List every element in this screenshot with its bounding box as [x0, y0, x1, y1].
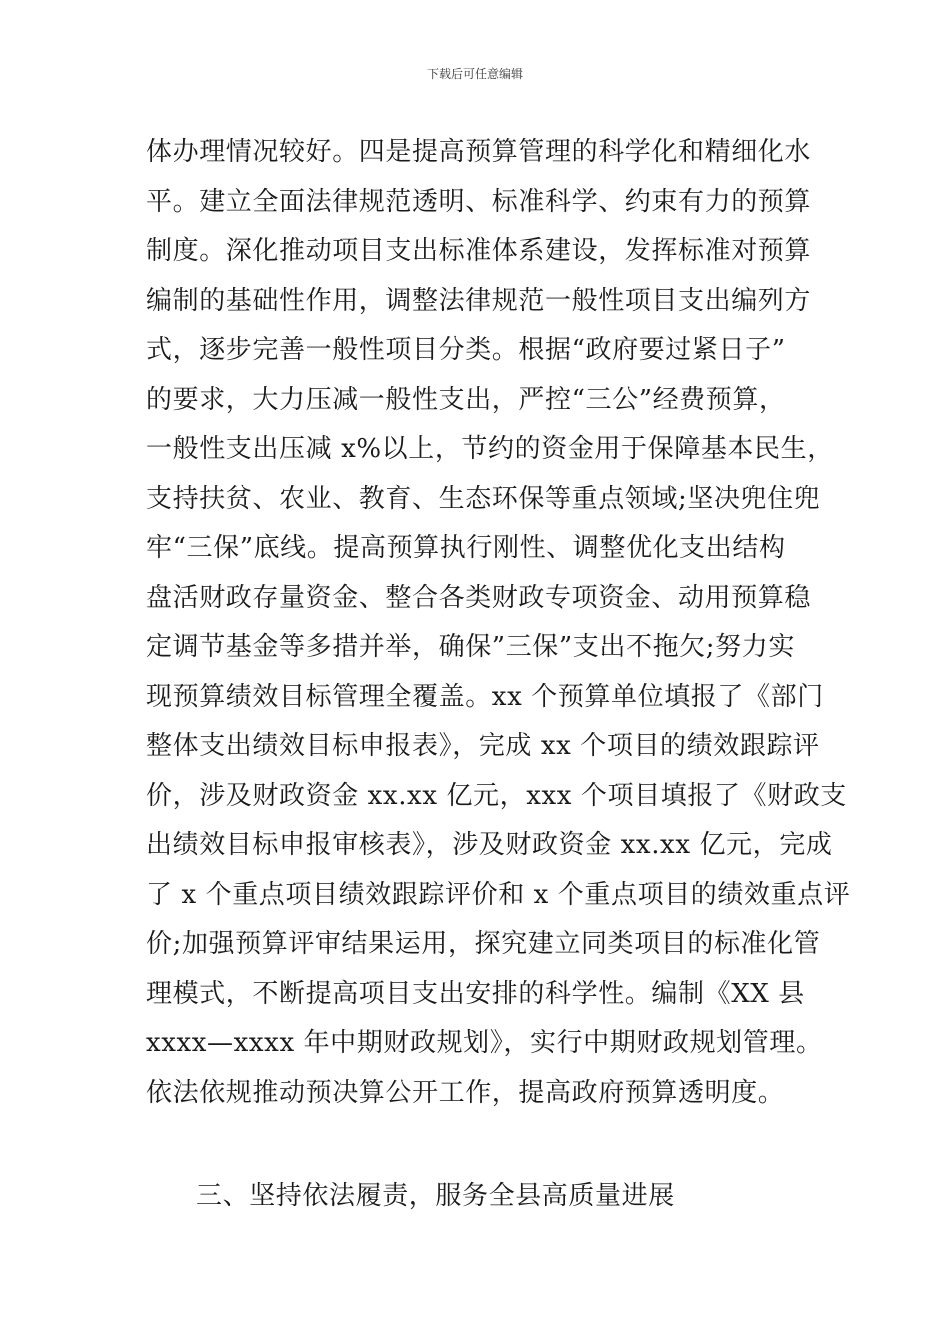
text-line: 盘活财政存量资金、整合各类财政专项资金、动用预算稳 — [146, 582, 812, 613]
text-line: 依法依规推动预决算公开工作，提高政府预算透明度。 — [146, 1077, 785, 1108]
text-line: 整体支出绩效目标申报表》，完成 xx 个项目的绩效跟踪评 — [146, 731, 820, 761]
text-line: 了 x 个重点项目绩效跟踪评价和 x 个重点项目的绩效重点评 — [146, 879, 851, 910]
text-line: 现预算绩效目标管理全覆盖。xx 个预算单位填报了《部门 — [146, 681, 824, 712]
text-line: 牢“三保”底线。提高预算执行刚性、调整优化支出结构 — [146, 533, 786, 563]
body-paragraph — [146, 128, 851, 1118]
text-line: 价;加强预算评审结果运用，探究建立同类项目的标准化管 — [146, 929, 821, 959]
text-line: 价，涉及财政资金 xx.xx 亿元，xxx 个项目填报了《财政支 — [146, 780, 847, 811]
text-line: 一般性支出压减 x%以上，节约的资金用于保障基本民生， — [146, 434, 834, 464]
text-line: 的要求，大力压减一般性支出，严控“三公”经费预算， — [146, 384, 786, 415]
text-line: 编制的基础性作用，调整法律规范一般性项目支出编列方 — [146, 285, 812, 316]
text-line: 平。建立全面法律规范透明、标准科学、约束有力的预算 — [146, 186, 812, 217]
text-line: 式，逐步完善一般性项目分类。根据“政府要过紧日子” — [146, 335, 786, 365]
text-line: 出绩效目标申报审核表》，涉及财政资金 xx.xx 亿元，完成 — [146, 830, 833, 860]
text-line: 理模式，不断提高项目支出安排的科学性。编制《XX 县 — [146, 978, 805, 1009]
text-line: 定调节基金等多措并举，确保”三保”支出不拖欠;努力实 — [146, 632, 795, 662]
text-line: 支持扶贫、农业、教育、生态环保等重点领域;坚决兜住兜 — [146, 483, 821, 514]
text-line: 体办理情况较好。四是提高预算管理的科学化和精细化水 — [146, 137, 812, 167]
page-header: 下载后可任意编辑 — [426, 67, 523, 81]
text-line: 制度。深化推动项目支出标准体系建设，发挥标准对预算 — [146, 236, 812, 266]
section-heading: 三、坚持依法履责，服务全县高质量进展 — [196, 1181, 675, 1211]
text-line: xxxx—xxxx 年中期财政规划》，实行中期财政规划管理。 — [146, 1028, 823, 1058]
